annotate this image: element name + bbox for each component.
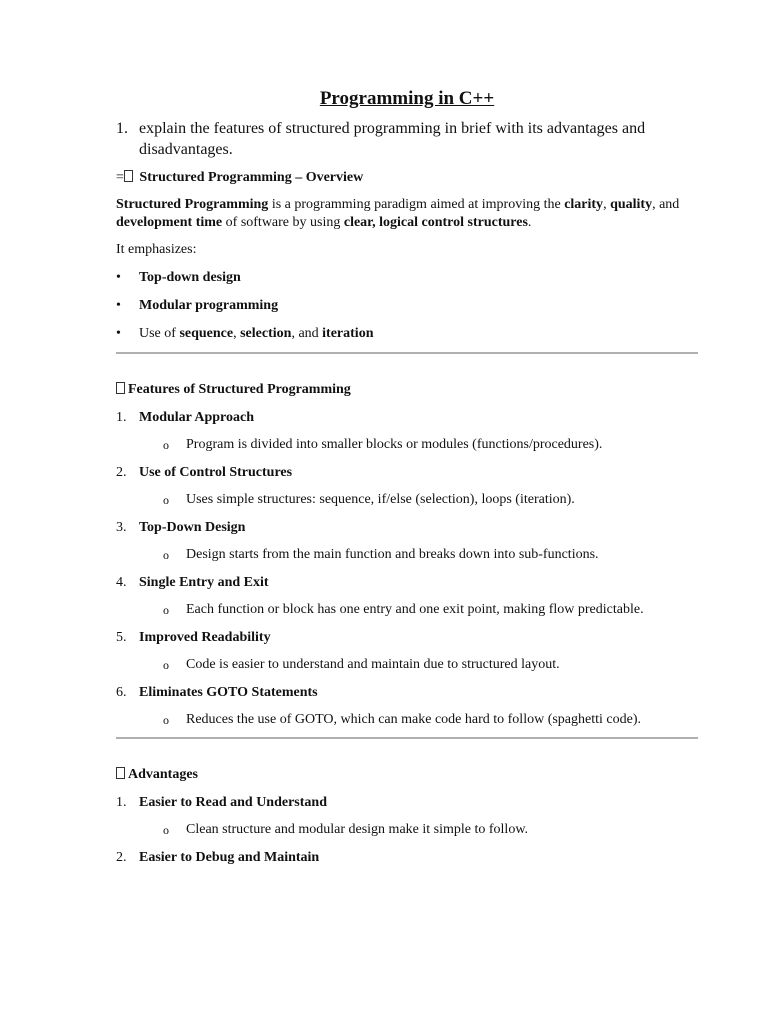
features-item-detail bbox=[163, 601, 698, 619]
features-item-number: 3. bbox=[116, 520, 127, 535]
features-heading bbox=[116, 380, 698, 399]
features-item bbox=[116, 463, 698, 482]
overview-prefix: = bbox=[116, 170, 124, 185]
question bbox=[116, 118, 698, 160]
bullet-item bbox=[116, 296, 698, 315]
features-item-number: 2. bbox=[116, 465, 127, 480]
advantages-item-detail bbox=[163, 821, 698, 839]
section-divider bbox=[116, 352, 698, 354]
features-item-detail bbox=[163, 491, 698, 509]
bullet-term: sequence bbox=[179, 326, 234, 341]
advantages-item-label: Easier to Debug and Maintain bbox=[139, 850, 320, 865]
features-item-detail bbox=[163, 546, 698, 564]
overview-heading bbox=[116, 168, 698, 187]
bullet-item bbox=[116, 268, 698, 287]
intro-term: clarity bbox=[564, 197, 604, 212]
features-item bbox=[116, 408, 698, 427]
bullet-fragment: , bbox=[233, 326, 241, 341]
emphasizes-text: It emphasizes: bbox=[116, 242, 197, 257]
features-item-detail-text: Design starts from the main function and breaks down into sub-functions. bbox=[186, 547, 599, 562]
advantages-item bbox=[116, 848, 698, 867]
advantages-item-label: Easier to Read and Understand bbox=[139, 795, 327, 810]
features-item-detail-text: Code is easier to understand and maintain due to structured layout. bbox=[186, 657, 560, 672]
intro-term: development time bbox=[116, 215, 223, 230]
features-item-label: Use of Control Structures bbox=[139, 465, 293, 480]
features-item bbox=[116, 628, 698, 647]
advantages-item bbox=[116, 793, 698, 812]
intro-text: is a programming paradigm aimed at improving the bbox=[268, 197, 565, 212]
features-item-detail-text: Program is divided into smaller blocks or modules (functions/procedures). bbox=[186, 437, 603, 452]
intro-text: , bbox=[603, 197, 611, 212]
bullet-text bbox=[139, 324, 373, 343]
sub-bullet-glyph: o bbox=[163, 658, 169, 672]
bullet-fragment: , and bbox=[291, 326, 323, 341]
bullet-item bbox=[116, 324, 698, 343]
overview-intro bbox=[116, 196, 698, 232]
bullet-term: selection bbox=[240, 326, 292, 341]
features-item-detail-text: Each function or block has one entry and one exit point, making flow predictable. bbox=[186, 602, 644, 617]
features-item bbox=[116, 683, 698, 702]
features-item-number: 5. bbox=[116, 630, 127, 645]
intro-text: . bbox=[527, 215, 532, 230]
bullet-glyph: • bbox=[116, 270, 121, 285]
intro-term: Structured Programming bbox=[116, 197, 269, 212]
overview-heading-text: Structured Programming – Overview bbox=[139, 170, 364, 185]
bullet-fragment: Use of bbox=[139, 326, 180, 341]
missing-glyph-icon bbox=[116, 382, 125, 394]
features-item-label: Modular Approach bbox=[139, 410, 255, 425]
sub-bullet-glyph: o bbox=[163, 493, 169, 507]
intro-text: of software by using bbox=[222, 215, 344, 230]
features-item bbox=[116, 573, 698, 592]
features-list bbox=[116, 408, 698, 729]
features-item-detail bbox=[163, 711, 698, 729]
features-item-detail bbox=[163, 656, 698, 674]
intro-term: clear, logical control structures bbox=[343, 215, 528, 230]
features-item-detail-text: Reduces the use of GOTO, which can make code hard to follow (spaghetti code). bbox=[186, 712, 641, 727]
features-item-detail-text: Uses simple structures: sequence, if/else (selection), loops (iteration). bbox=[186, 492, 575, 507]
bullet-term: iteration bbox=[322, 326, 374, 341]
features-item-label: Eliminates GOTO Statements bbox=[139, 685, 318, 700]
features-item-label: Top-Down Design bbox=[139, 520, 246, 535]
missing-glyph-icon bbox=[116, 767, 125, 779]
intro-term: quality bbox=[610, 197, 653, 212]
sub-bullet-glyph: o bbox=[163, 548, 169, 562]
bullet-text: Top-down design bbox=[139, 270, 241, 285]
bullet-glyph: • bbox=[116, 326, 121, 341]
features-item-label: Improved Readability bbox=[139, 630, 271, 645]
question-number: 1. bbox=[116, 120, 128, 137]
features-item-detail bbox=[163, 436, 698, 454]
intro-text: , and bbox=[652, 197, 680, 212]
sub-bullet-glyph: o bbox=[163, 713, 169, 727]
features-item-number: 4. bbox=[116, 575, 127, 590]
advantages-item-number: 1. bbox=[116, 795, 127, 810]
sub-bullet-glyph: o bbox=[163, 823, 169, 837]
bullet-glyph: • bbox=[116, 298, 121, 313]
advantages-item-detail-text: Clean structure and modular design make it simple to follow. bbox=[186, 822, 529, 837]
features-item-label: Single Entry and Exit bbox=[139, 575, 269, 590]
features-item-number: 1. bbox=[116, 410, 127, 425]
advantages-heading bbox=[116, 765, 698, 784]
missing-glyph-icon bbox=[124, 170, 133, 182]
bullet-text: Modular programming bbox=[139, 298, 279, 313]
document-title: Programming in C++ bbox=[319, 88, 495, 109]
sub-bullet-glyph: o bbox=[163, 438, 169, 452]
sub-bullet-glyph: o bbox=[163, 603, 169, 617]
advantages-list bbox=[116, 793, 698, 867]
advantages-heading-text: Advantages bbox=[128, 767, 199, 782]
features-item-number: 6. bbox=[116, 685, 127, 700]
features-item bbox=[116, 518, 698, 537]
question-text: explain the features of structured programming in brief with its advantages and disadvantages. bbox=[139, 120, 646, 158]
features-heading-text: Features of Structured Programming bbox=[128, 382, 351, 397]
advantages-item-number: 2. bbox=[116, 850, 127, 865]
section-divider bbox=[116, 737, 698, 739]
